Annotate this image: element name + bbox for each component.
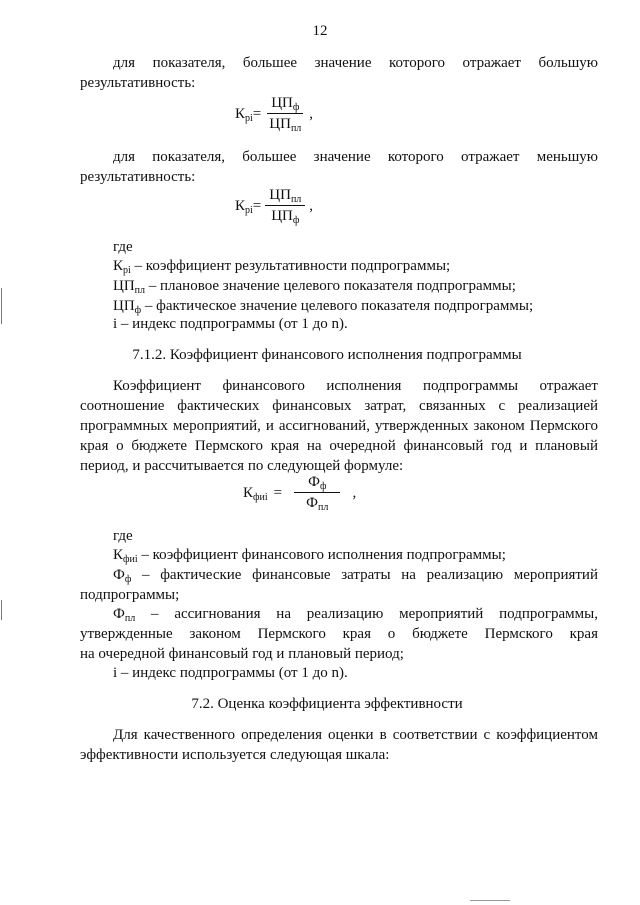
section-heading-7-2: 7.2. Оценка коэффициента эффективности	[191, 696, 463, 712]
scan-edge-mark	[470, 900, 510, 901]
intro-higher-line1: для показателя, большее значение которого отражает большую	[113, 55, 599, 71]
formula-kpi-lower: $К_{рi}$ = $\frac{ЦП_{пл}}{ЦП_ф}$ ,	[235, 187, 314, 226]
scan-margin-mark	[1, 600, 2, 620]
formula-kpi-higher: $К_{рi}$ = $\frac{ЦП_ф}{ЦП_{пл}}$ ,	[235, 95, 314, 134]
formula-kfi: $К_{фиi}$ = $\frac{Ф_ф}{Ф_{пл}}$ ,	[243, 474, 357, 513]
page-number: 12	[312, 23, 328, 39]
where-label: где	[113, 239, 133, 255]
fraction: $\frac{Ф_ф}{Ф_{пл}}$	[294, 473, 340, 512]
definition-fpl: $Ф_{пл}$ – ассигнования на реализацию мероприятий подпрограммы, утвержденные законом Пермского края о бюджете Пермского края на очередной финансовый год и плановый период;	[80, 606, 598, 662]
paragraph-efficiency: Для качественного определения оценки в соответствии с коэффициентом эффективности используется следующая шкала:	[80, 727, 598, 763]
fraction: $\frac{ЦП_{пл}}{ЦП_ф}$	[265, 186, 305, 225]
scan-margin-mark	[1, 288, 2, 324]
intro-higher-line2: результативность:	[80, 75, 196, 91]
where-label-2: где	[113, 528, 133, 544]
paragraph-financial: Коэффициент финансового исполнения подпрограммы отражает соотношение фактических финансовых затрат, связанных с реализацией программных мероприятий, и ассигнований, утвержденных законом Пермского края о бюджете Пермского края на очередной финансовый год и плановый период, и рассчитывается по следующей формуле:	[80, 378, 598, 474]
intro-lower-line2: результативность:	[80, 169, 196, 185]
section-heading-7-1-2: 7.1.2. Коэффициент финансового исполнения подпрограммы	[132, 347, 522, 363]
definition-index-2: i – индекс подпрограммы (от 1 до n).	[113, 665, 348, 681]
definition-cp-fact: $ЦП_ф$ – фактическое значение целевого показателя подпрограммы;	[113, 298, 534, 316]
definition-ff: $Ф_ф$ – фактические финансовые затраты на реализацию мероприятий подпрограммы;	[80, 567, 598, 603]
intro-lower-line1: для показателя, большее значение которого отражает меньшую	[113, 149, 598, 165]
fraction: $\frac{ЦП_ф}{ЦП_{пл}}$	[265, 94, 305, 133]
definition-kfi: $К_{фиi}$ – коэффициент финансового исполнения подпрограммы;	[113, 547, 506, 565]
definition-cp-plan: $ЦП_{пл}$ – плановое значение целевого показателя подпрограммы;	[113, 278, 516, 296]
definition-index: i – индекс подпрограммы (от 1 до n).	[113, 316, 348, 332]
definition-kpi: $К_{рi}$ – коэффициент результативности подпрограммы;	[113, 258, 451, 276]
